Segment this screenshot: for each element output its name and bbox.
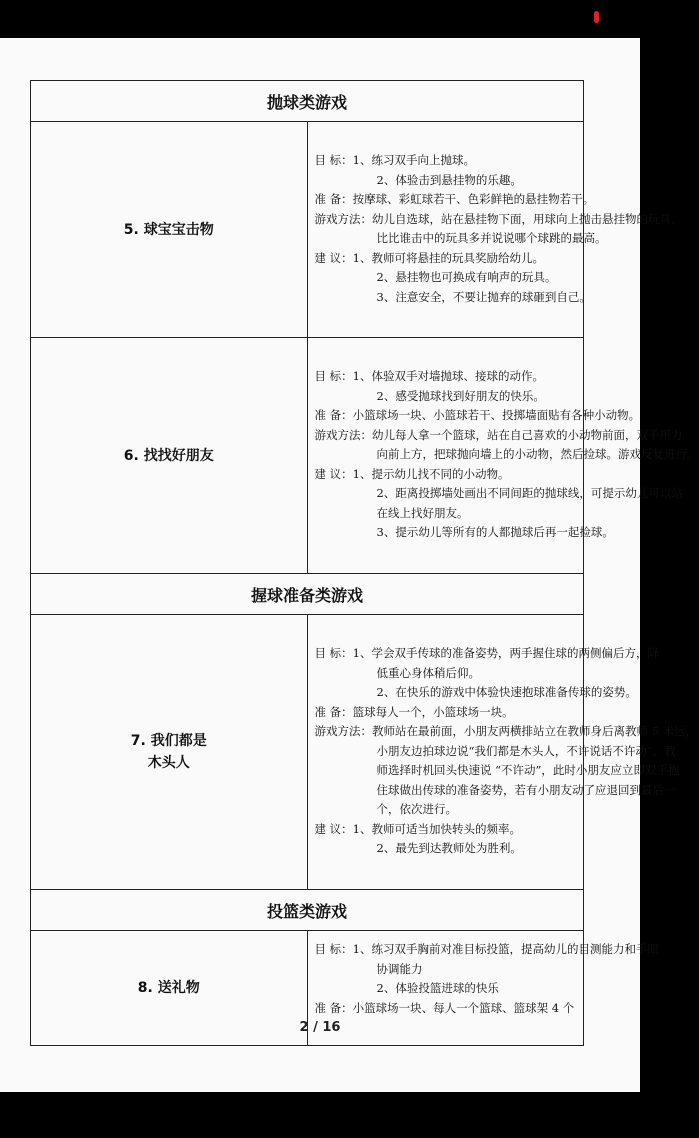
game-line: 3、提示幼儿等所有的人都抛球后再一起捡球。 (376, 525, 614, 540)
game-line: 低重心身体稍后仰。 (376, 665, 480, 680)
status-bar (0, 0, 640, 38)
page-number: 2 / 16 (299, 1020, 341, 1035)
game-line: 3、注意安全，不要让抛弃的球砸到自己。 (376, 289, 591, 304)
game-line: 建 议：1、教师可适当加快转头的频率。 (314, 821, 521, 836)
games-table (30, 80, 699, 1046)
game-line: 准 备：篮球每人一个，小篮球场一块。 (314, 704, 514, 719)
game-line: 目 标：1、体验双手对墙抛球、接球的动作。 (314, 369, 544, 384)
game-name: 8. 送礼物 (31, 931, 308, 1046)
game-line: 住球做出传球的准备姿势，若有小朋友动了应退回到最后一 (376, 782, 676, 797)
game-name: 6. 找找好朋友 (31, 338, 308, 574)
game-line: 2、距离投掷墙处画出不同间距的抛球线，可提示幼儿可以站 (376, 486, 683, 501)
section-header: 投篮类游戏 (31, 890, 584, 931)
game-line: 2、体验击到悬挂物的乐趣。 (376, 172, 522, 187)
game-line: 游戏方法：教师站在最前面，小朋友两横排站立在教师身后离教师 5 米远， (314, 724, 698, 739)
game-line: 2、悬挂物也可换成有响声的玩具。 (376, 270, 557, 284)
game-line: 游戏方法：幼儿每人拿一个篮球，站在自己喜欢的小动物前面，双手用力 (314, 427, 683, 442)
game-line: 准 备：小篮球场一块、每人一个篮球、篮球架 4 个 (314, 1000, 575, 1015)
game-line: 游戏方法：幼儿自选球，站在悬挂物下面，用球向上抛击悬挂物的玩具， (314, 211, 683, 226)
game-line: 准 备：按摩球、彩虹球若干、色彩鲜艳的悬挂物若干。 (314, 192, 595, 206)
game-line: 小朋友边拍球边说“我们都是木头人，不许说话不许动”，教 (376, 743, 676, 758)
game-line: 向前上方，把球抛向墙上的小动物，然后捡球。游戏反复进行。 (376, 447, 699, 462)
game-line: 比比谁击中的玩具多并说说哪个球跳的最高。 (376, 231, 607, 245)
game-line: 目 标：1、练习双手向上抛球。 (314, 153, 475, 167)
recording-indicator-icon (594, 11, 599, 23)
bottom-bar (0, 1092, 640, 1138)
section-header: 握球准备类游戏 (31, 574, 584, 615)
game-name (31, 615, 308, 890)
section-header: 抛球类游戏 (31, 81, 584, 122)
game-details (307, 338, 699, 574)
game-details (307, 615, 698, 890)
game-line: 个，依次进行。 (376, 802, 457, 817)
game-line: 目 标：1、学会双手传球的准备姿势，两手握住球的两侧偏后方，降 (314, 646, 659, 661)
game-line: 目 标：1、练习双手胸前对准目标投篮，提高幼儿的目测能力和手眼 (314, 942, 659, 956)
game-line: 在线上找好朋友。 (376, 505, 469, 520)
game-line: 2、在快乐的游戏中体验快速抱球准备传球的姿势。 (376, 685, 637, 700)
game-line: 协调能力 (376, 961, 423, 976)
game-name: 5. 球宝宝击物 (31, 122, 308, 338)
game-details (307, 122, 683, 338)
game-line: 准 备：小篮球场一块、小篮球若干、投掷墙面贴有各种小动物。 (314, 408, 641, 423)
game-line: 师选择时机回头快速说 “不许动”，此时小朋友应立即双手抱 (376, 763, 680, 778)
game-line: 2、最先到达教师处为胜利。 (376, 841, 522, 856)
game-line: 2、体验投篮进球的快乐 (376, 981, 499, 995)
game-name-line: 木头人 (147, 755, 190, 771)
game-line: 建 议：1、提示幼儿找不同的小动物。 (314, 466, 510, 481)
game-line: 建 议：1、教师可将悬挂的玩具奖励给幼儿。 (314, 250, 544, 265)
game-line: 2、感受抛球找到好朋友的快乐。 (376, 388, 545, 403)
game-name-line: 7. 我们都是 (130, 733, 207, 749)
